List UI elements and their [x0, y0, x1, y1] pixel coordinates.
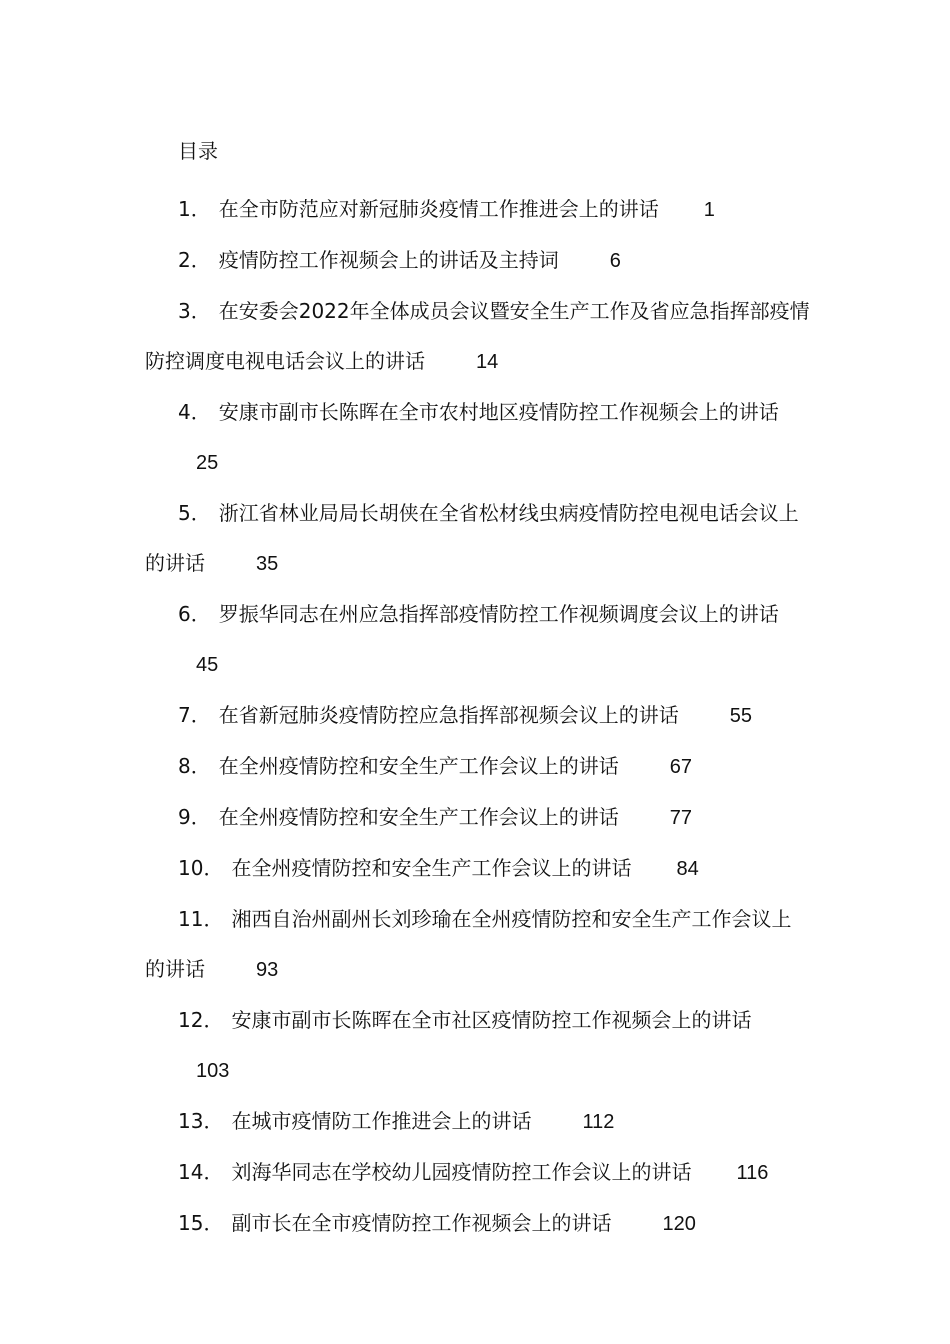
toc-entry-title: 浙江省林业局局长胡侠在全省松材线虫病疫情防控电视电话会议上的讲话 — [145, 501, 799, 575]
toc-entry — [145, 184, 810, 235]
toc-entry-page: 112 — [582, 1111, 615, 1133]
toc-entry-title: 副市长在全市疫情防控工作视频会上的讲话 — [231, 1211, 612, 1235]
toc-entry-title: 在全州疫情防控和安全生产工作会议上的讲话 — [218, 805, 619, 829]
toc-entry — [145, 286, 810, 387]
toc-entry-title: 疫情防控工作视频会上的讲话及主持词 — [218, 248, 559, 272]
toc-title: 目录 — [178, 139, 218, 163]
toc-entry-number: 15． — [178, 1211, 224, 1235]
toc-entry-title: 在省新冠肺炎疫情防控应急指挥部视频会议上的讲话 — [218, 703, 679, 727]
toc-entry-page: 14 — [476, 351, 499, 373]
toc-entry-title: 安康市副市长陈晖在全市农村地区疫情防控工作视频会上的讲话 — [218, 400, 779, 424]
toc-entry — [145, 792, 810, 843]
toc-entry — [145, 995, 810, 1096]
toc-entry — [145, 741, 810, 792]
toc-entry-page: 120 — [662, 1213, 696, 1235]
toc-entry — [145, 894, 810, 995]
toc-entry-page: 25 — [196, 452, 219, 474]
toc-entry-number: 3． — [178, 299, 211, 323]
toc-entry-title: 在全市防范应对新冠肺炎疫情工作推进会上的讲话 — [218, 197, 659, 221]
toc-entry-number: 7． — [178, 703, 211, 727]
toc-entry — [145, 843, 810, 894]
toc-entry-number: 9． — [178, 805, 211, 829]
toc-entry-number: 1． — [178, 197, 211, 221]
toc-entry-number: 11． — [178, 907, 224, 931]
toc-entry-page: 45 — [196, 654, 219, 676]
toc-entry — [145, 235, 810, 286]
toc-entry-title: 在安委会2022年全体成员会议暨安全生产工作及省应急指挥部疫情防控调度电视电话会议上的讲话 — [145, 299, 810, 373]
toc-entry — [145, 1198, 810, 1249]
toc-entry-number: 10． — [178, 856, 224, 880]
toc-entry-number: 6． — [178, 602, 211, 626]
toc-entry-page: 35 — [256, 553, 279, 575]
toc-entry-page: 116 — [736, 1162, 769, 1184]
toc-entry-title: 在城市疫情防工作推进会上的讲话 — [231, 1109, 532, 1133]
toc-entry-page: 103 — [196, 1060, 230, 1082]
toc-entry-title: 在全州疫情防控和安全生产工作会议上的讲话 — [231, 856, 632, 880]
toc-entry — [145, 387, 810, 488]
toc-list — [145, 184, 810, 1249]
toc-entry-page: 55 — [729, 705, 752, 727]
toc-entry — [145, 488, 810, 589]
toc-entry-number: 13． — [178, 1109, 224, 1133]
toc-entry-page: 6 — [609, 250, 621, 272]
toc-entry-number: 12． — [178, 1008, 224, 1032]
toc-entry — [145, 1147, 810, 1198]
toc-entry-number: 8． — [178, 754, 211, 778]
toc-entry-page: 67 — [669, 756, 692, 778]
toc-entry-title: 湘西自治州副州长刘珍瑜在全州疫情防控和安全生产工作会议上的讲话 — [145, 907, 792, 981]
toc-entry-page: 93 — [256, 959, 279, 981]
toc-entry-title: 安康市副市长陈晖在全市社区疫情防控工作视频会上的讲话 — [231, 1008, 752, 1032]
toc-entry-number: 2． — [178, 248, 211, 272]
toc-entry — [145, 690, 810, 741]
toc-entry-title: 刘海华同志在学校幼儿园疫情防控工作会议上的讲话 — [231, 1160, 692, 1184]
toc-entry-number: 5． — [178, 501, 211, 525]
toc-entry-number: 14． — [178, 1160, 224, 1184]
toc-entry-page: 77 — [669, 807, 692, 829]
toc-entry-title: 罗振华同志在州应急指挥部疫情防控工作视频调度会议上的讲话 — [218, 602, 779, 626]
toc-entry-title: 在全州疫情防控和安全生产工作会议上的讲话 — [218, 754, 619, 778]
toc-entry — [145, 589, 810, 690]
toc-entry — [145, 1096, 810, 1147]
toc-entry-page: 1 — [703, 199, 715, 221]
toc-entry-page: 84 — [676, 858, 699, 880]
toc-entry-number: 4． — [178, 400, 211, 424]
